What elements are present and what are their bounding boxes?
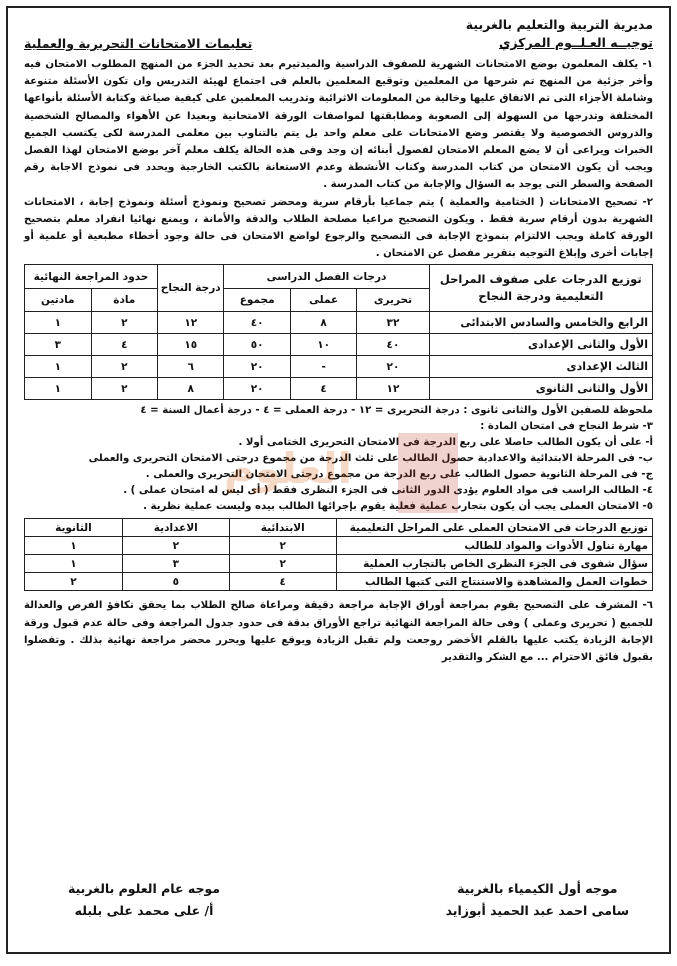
total-cell: ٤٠ bbox=[224, 312, 290, 334]
subject-cell: ٤ bbox=[91, 334, 157, 356]
subject-cell: ٢ bbox=[91, 378, 157, 400]
stage-header: توزيع الدرجات على صفوف المراحل التعليمية ودرجة النجاح bbox=[429, 265, 652, 312]
table-row bbox=[25, 312, 653, 334]
total-cell: ٥٠ bbox=[224, 334, 290, 356]
preparatory-cell: ٥ bbox=[122, 573, 229, 591]
signatures bbox=[68, 878, 629, 922]
stage-cell: الثالث الإعدادى bbox=[429, 356, 652, 378]
total-cell: ٢٠ bbox=[224, 356, 290, 378]
desc-cell: خطوات العمل والمشاهدة والاستنتاج التى كتبها الطالب bbox=[336, 573, 652, 591]
preparatory-header: الاعدادية bbox=[122, 519, 229, 537]
desc-cell: سؤال شفوى فى الجزء النظرى الخاص بالتجارب العملية bbox=[336, 555, 652, 573]
note-5: ٥- الامتحان العملى يجب أن يكون بتجارب عملية فعلية يقوم بإجرائها الطالب بيده وليست عملية نظرية . bbox=[143, 501, 653, 513]
desc-cell: مهارة تناول الأدوات والمواد للطالب bbox=[336, 537, 652, 555]
secondary-cell: ١ bbox=[25, 537, 123, 555]
grades-table bbox=[24, 264, 653, 400]
two-subjects-cell: ١ bbox=[25, 356, 92, 378]
secondary-cell: ١ bbox=[25, 555, 123, 573]
pass-cell: ١٥ bbox=[158, 334, 224, 356]
directorate-name: مديرية التربية والتعليم بالغربية bbox=[465, 17, 653, 32]
written-cell: ٤٠ bbox=[357, 334, 429, 356]
final-review-header: حدود المراجعة النهائية bbox=[25, 265, 158, 289]
stage-cell: الرابع والخامس والسادس الابتدائى bbox=[429, 312, 652, 334]
stage-cell: الأول والثانى الإعدادى bbox=[429, 334, 652, 356]
document-title: تعليمات الامتحانات التحريرية والعملية bbox=[24, 36, 253, 51]
pass-cell: ٦ bbox=[158, 356, 224, 378]
practical-cell: - bbox=[290, 356, 356, 378]
pass-condition-c: ج- فى المرحلة الثانوية حصول الطالب على ربع الدرجة من مجموع درجتى الامتحان التحريرى والعملى . bbox=[145, 469, 653, 481]
two-subjects-cell: ١ bbox=[25, 378, 92, 400]
signature-title: موجه عام العلوم بالغربية bbox=[68, 881, 221, 896]
pass-condition-title: ٣- شرط النجاح فى امتحان المادة : bbox=[480, 421, 653, 433]
written-header: تحريرى bbox=[357, 288, 429, 312]
class-grades-header: درجات الفصل الدراسى bbox=[224, 265, 429, 289]
table-row bbox=[25, 356, 653, 378]
written-cell: ٣٢ bbox=[357, 312, 429, 334]
subject-cell: ٢ bbox=[91, 312, 157, 334]
practical-cell: ٤ bbox=[290, 378, 356, 400]
table-row bbox=[25, 537, 653, 555]
practical-cell: ١٠ bbox=[290, 334, 356, 356]
paragraph-6: ٦- المشرف على التصحيح يقوم بمراجعة أوراق الإجابة مراجعة دقيقة ومراعاة صالح الطلاب بما يحقق تكافؤ الفرص والعدالة للجميع ( تحريرى وعملى ) وفى حالة المراجعة النهائية تراجع الأوراق بدقة فى حدود جدول المراجعة وفى حالة عدم قبول ورقة الإجابة الزيادة يكتب عليها بالقلم الأخضر روجعت ولم تقبل الزيادة ويوقع عليها ويحرر محضر مراجعة نهائية بذلك . وتفضلوا بقبول فائق الاحترام ... مع الشكر والتقدير bbox=[24, 600, 653, 664]
department-name: توجيــه العـلــوم المركزي bbox=[498, 35, 653, 50]
practical-grades-table bbox=[24, 518, 653, 591]
preparatory-cell: ٣ bbox=[122, 555, 229, 573]
signature-name: أ/ على محمد على بلبله bbox=[74, 903, 214, 918]
secondary-cell: ٢ bbox=[25, 573, 123, 591]
pass-grade-header: درجة النجاح bbox=[158, 265, 224, 312]
secondary-note: ملحوظة للصفين الأول والثانى ثانوى : درجة التحريرى = ١٢ - درجة العملى = ٤ - درجة أعمال السنة = ٤ bbox=[140, 405, 653, 417]
paragraph-1: ١- يكلف المعلمون بوضع الامتحانات الشهرية للصفوف الدراسية والميدتيرم بعد تحديد الجزء من المنهج المطلوب الامتحان فيه وأخر جزئية من المنهج تم شرحها من المعلمين وتوقيع المعلمين بالعلم فى اجتماع لهيئة التدريس وان تكون الأسئلة متنوعة وشاملة الأجزاء التى تم الاتفاق عليها وخالية من المعلومات الاثرائية وتدريب المعلمين على كيفية صياغة وكتابة الأسئلة بأنواعها المختلفة وتدرجها من السهولة إلى الصعوبة ومطابقتها لمواصفات الورقة الامتحانية وبعيدا عن الأهواء والمصالح الشخصية والدروس الخصوصية ولا يقتصر وضع الامتحانات على معلم واحد بل يتم بالتناوب بين معلمى المدرسة لكى يكتسب الجميع الخبرات ويراعى أن لا يضع المعلم الامتحان لفصول أبنائه إن وجد وفى هذه الحالة يكلف معلم آخر بوضع الامتحان لهذا الفصل ويجب أن يكون الامتحان من كتاب المدرسة وكتاب الأنشطة وعدم الاستعانة بالكتب الخارجية ويحدد فى نموذج الاجابة رقم الصفحة والسطر التى يوجد به السؤال والإجابة من كتاب المدرسة . bbox=[24, 59, 653, 191]
signature-left bbox=[68, 878, 220, 922]
document-header bbox=[24, 16, 653, 52]
table-row bbox=[25, 334, 653, 356]
written-cell: ١٢ bbox=[357, 378, 429, 400]
signature-title: موجه أول الكيمياء بالغربية bbox=[457, 881, 618, 896]
pass-condition-b: ب- فى المرحلة الابتدائية والاعدادية حصول الطالب على ثلث الدرجة من مجموع درجتى الامتحان التحريرى والعملى bbox=[88, 453, 653, 465]
two-subjects-header: مادتين bbox=[25, 288, 92, 312]
secondary-header: الثانوية bbox=[25, 519, 123, 537]
primary-cell: ٤ bbox=[229, 573, 336, 591]
table-row bbox=[25, 573, 653, 591]
primary-cell: ٢ bbox=[229, 555, 336, 573]
stage-cell: الأول والثانى الثانوى bbox=[429, 378, 652, 400]
two-subjects-cell: ١ bbox=[25, 312, 92, 334]
header-right bbox=[466, 16, 653, 52]
note-4: ٤- الطالب الراسب فى مواد العلوم يؤدى الدور الثانى فى الجزء النظرى فقط ( أى ليس له امتحان عملى ) . bbox=[123, 485, 653, 497]
total-cell: ٢٠ bbox=[224, 378, 290, 400]
primary-header: الابتدائية bbox=[229, 519, 336, 537]
table-row bbox=[25, 378, 653, 400]
signature-name: سامى احمد عبد الحميد أبوزايد bbox=[445, 903, 629, 918]
signature-right bbox=[446, 878, 629, 922]
document-page bbox=[6, 6, 671, 954]
subject-header: مادة bbox=[91, 288, 157, 312]
watermark-text: العلوم bbox=[223, 444, 353, 493]
practical-header: عملى bbox=[290, 288, 356, 312]
practical-cell: ٨ bbox=[290, 312, 356, 334]
practical-desc-header: توزيع الدرجات فى الامتحان العملى على المراحل التعليمية bbox=[336, 519, 652, 537]
paragraph-2: ٢- تصحيح الامتحانات ( الختامية والعملية ) يتم جماعيا بأرقام سرية ومحضر تصحيح ونموذج أسئلة ونموذج إجابة ، الامتحانات الشهرية بدون أرقام سرية فقط . ويكون التصحيح مراعيا مصلحة الطلاب والدقة والأمانة ، ويمنع نهائيا انفراد معلم بتصحيح الورقة كاملة ويجب الالتزام بنموذج الإجابة فى التصحيح والرجوع لواضع الامتحان فى حالة وجود أخطاء مطبعية أو علمية أو إجابات أخرى وإبلاغ التوجيه بتقرير مفصل عن الامتحان . bbox=[24, 196, 653, 260]
subject-cell: ٢ bbox=[91, 356, 157, 378]
pass-cell: ٨ bbox=[158, 378, 224, 400]
written-cell: ٢٠ bbox=[357, 356, 429, 378]
table-row bbox=[25, 555, 653, 573]
two-subjects-cell: ٣ bbox=[25, 334, 92, 356]
total-header: مجموع bbox=[224, 288, 290, 312]
pass-condition-a: أ- على أن يكون الطالب حاصلا على ربع الدرجة فى الامتحان التحريرى الختامى أولا . bbox=[238, 437, 653, 449]
pass-cell: ١٢ bbox=[158, 312, 224, 334]
preparatory-cell: ٢ bbox=[122, 537, 229, 555]
primary-cell: ٢ bbox=[229, 537, 336, 555]
